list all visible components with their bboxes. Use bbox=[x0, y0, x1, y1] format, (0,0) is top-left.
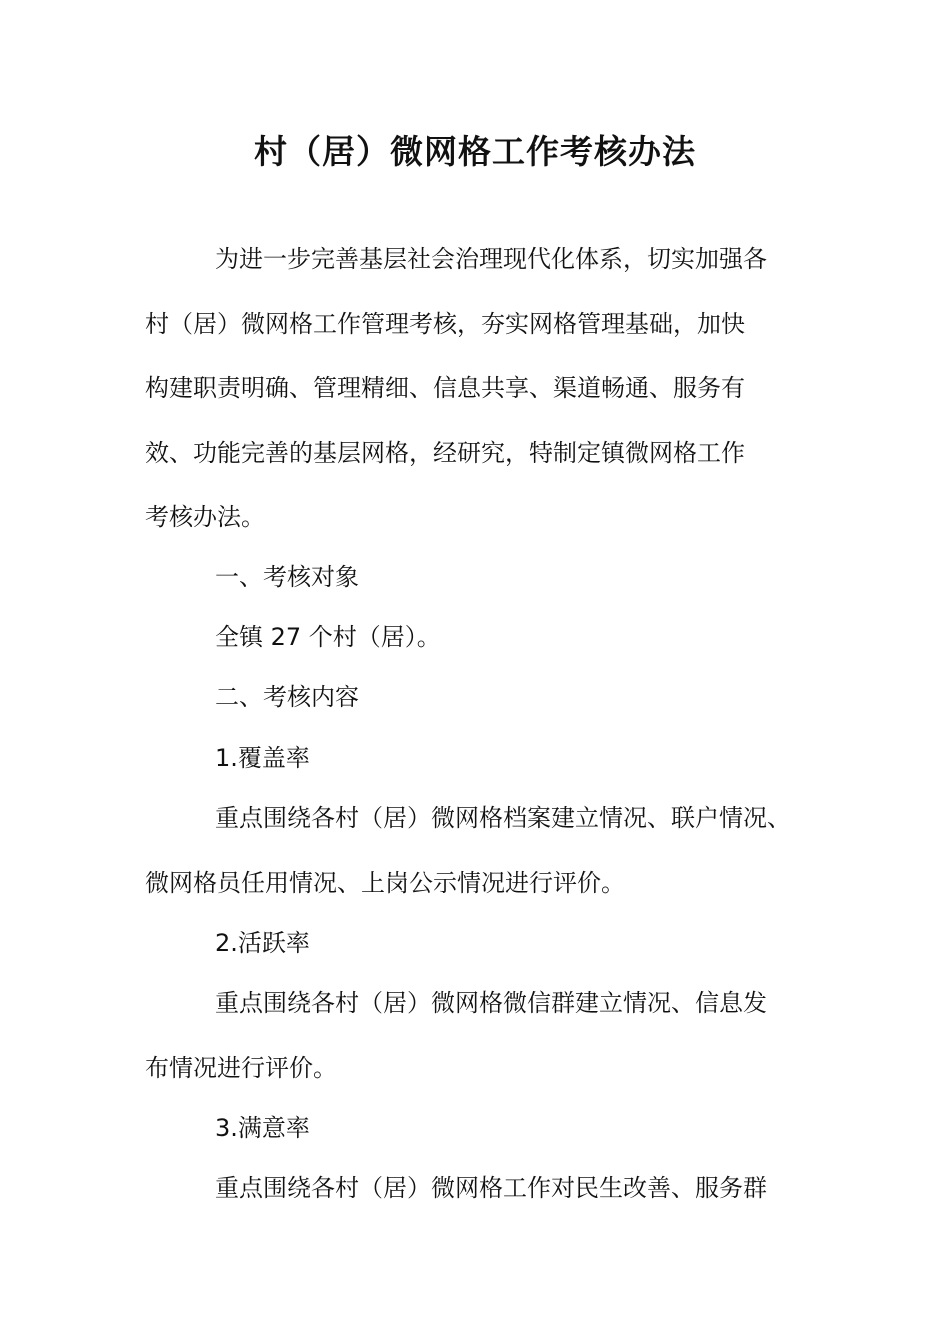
subsection-heading-coverage: 1.覆盖率 bbox=[215, 744, 310, 772]
subsection-heading-satisfaction: 3.满意率 bbox=[215, 1114, 310, 1142]
paragraph-intro-line-5: 考核办法。 bbox=[145, 503, 265, 531]
section-heading-1: 一、考核对象 bbox=[215, 563, 359, 591]
activity-text-line-2: 布情况进行评价。 bbox=[145, 1054, 337, 1082]
paragraph-intro-line-3: 构建职责明确、管理精细、信息共享、渠道畅通、服务有 bbox=[145, 374, 745, 402]
coverage-text-line-2: 微网格员任用情况、上岗公示情况进行评价。 bbox=[145, 869, 625, 897]
section-1-text: 全镇 27 个村（居）。 bbox=[215, 623, 441, 651]
section-heading-2: 二、考核内容 bbox=[215, 683, 359, 711]
paragraph-intro-line-2: 村（居）微网格工作管理考核，夯实网格管理基础，加快 bbox=[145, 310, 745, 338]
coverage-text-line-1: 重点围绕各村（居）微网格档案建立情况、联户情况、 bbox=[215, 804, 791, 832]
paragraph-intro-line-4: 效、功能完善的基层网格，经研究，特制定镇微网格工作 bbox=[145, 439, 745, 467]
satisfaction-text-line-1: 重点围绕各村（居）微网格工作对民生改善、服务群 bbox=[215, 1174, 767, 1202]
activity-text-line-1: 重点围绕各村（居）微网格微信群建立情况、信息发 bbox=[215, 989, 767, 1017]
document-title: 村（居）微网格工作考核办法 bbox=[254, 132, 696, 171]
paragraph-intro-line-1: 为进一步完善基层社会治理现代化体系，切实加强各 bbox=[215, 245, 767, 273]
subsection-heading-activity: 2.活跃率 bbox=[215, 929, 310, 957]
